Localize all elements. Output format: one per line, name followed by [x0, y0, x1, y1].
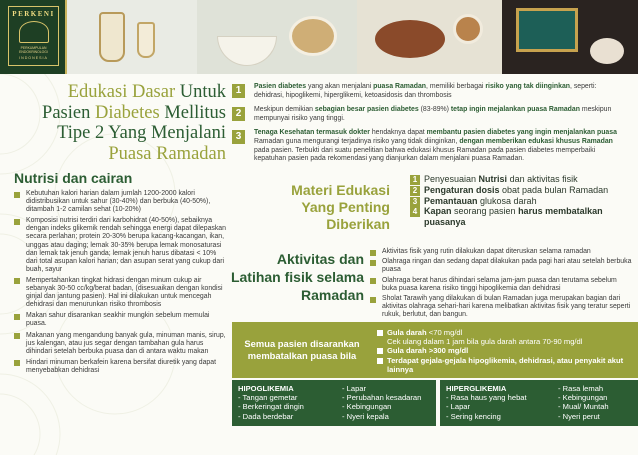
- batal-item: [377, 356, 632, 374]
- intro-text-part: hendaknya dapat: [369, 129, 427, 137]
- hipo-symptom: - Dada berdebar: [238, 411, 294, 421]
- title-line-3: Tipe 2 Yang Menjalani: [57, 123, 226, 143]
- hipo-symptom: - Nyeri kepala: [342, 411, 389, 421]
- materi-text-part: Kapan: [424, 206, 452, 217]
- hiper-symptom: - Rasa lemah: [558, 384, 604, 393]
- intro-text-part: tetap ingin mejalankan puasa Ramadan: [450, 106, 580, 114]
- quran-tray-icon: [516, 8, 578, 52]
- bullet-square-icon: [14, 219, 20, 225]
- title-line-1-a: Edukasi Dasar: [67, 82, 176, 102]
- nutrition-item-text: Komposisi nutrisi terdiri dari karbohidrat (40-50%), sebaiknya dengan indeks glikemik rendah sehingga energi dapat dilepaskan secara perlahan; protein 20-30% berupa kacang-kacangan, ikan, unggas atau daging; lemak 30-35% berupa lemak monosaturasi dan lemak tak jenuh ganda; lemak jenuh harus dibatasi < 10% dari total asupan kalori harian; dan asupan serat yang cukup dari buah, sayur: [26, 217, 226, 273]
- bullet-square-icon: [14, 192, 20, 198]
- hiper-heading: HIPERGLIKEMIA: [446, 384, 507, 393]
- bullet-square-icon: [370, 278, 376, 284]
- materi-text-part: Pengaturan dosis: [424, 184, 500, 195]
- plate-icon: [289, 16, 337, 56]
- hiper-symptom: - Nyeri perut: [558, 411, 600, 421]
- materi-item: [410, 196, 630, 207]
- hipo-symptom: - Lapar: [342, 384, 367, 393]
- intro-text-part: dengan memberikan edukasi khusus Ramadan: [459, 137, 613, 145]
- materi-title-line: Yang Penting: [301, 199, 390, 215]
- logo-name: PERKENI: [12, 10, 55, 18]
- hipo-col-2: [342, 384, 421, 421]
- logo-country: INDONESIA: [19, 55, 48, 60]
- hipo-symptom: - Berkeringat dingin: [238, 402, 304, 412]
- bullet-square-icon: [370, 260, 376, 266]
- materi-text-part: dan aktivitas fisik: [507, 174, 578, 184]
- nutrition-item-text: Makan sahur disarankan seakhir mungkin sebelum memulai puasa.: [26, 312, 210, 328]
- intro-item: [232, 106, 628, 123]
- hiper-symptom: - Kebingungan: [558, 393, 608, 403]
- materi-title-line: Diberikan: [326, 216, 390, 232]
- nutrition-list: [14, 190, 226, 378]
- batal-puasa-list: [377, 328, 632, 374]
- aktivitas-list: [370, 248, 632, 322]
- title-line-2-c: Mellitus: [164, 102, 226, 123]
- hipo-heading: HIPOGLIKEMIA: [238, 384, 294, 393]
- perkeni-logo: [0, 0, 67, 74]
- intro-text-part: Meskipun demikian: [254, 106, 315, 114]
- logo-emblem-icon: [19, 21, 49, 43]
- intro-text-part: membantu pasien diabetes yang ingin menjalankan puasa: [426, 129, 617, 137]
- dates-icon: [375, 20, 445, 58]
- aktivitas-item-text: Olahraga berat harus dihindari selama jam-jam puasa dan terutama sebelum buka puasa karena risiko tinggi hipoglikemia dan dehidrasi: [382, 276, 617, 292]
- bullet-square-icon: [14, 314, 20, 320]
- aktivitas-item: [370, 258, 632, 274]
- nutrition-title: Nutrisi dan cairan: [14, 170, 133, 186]
- batal-puasa-band: [232, 322, 638, 378]
- batal-item: [377, 328, 632, 337]
- materi-item: [410, 174, 630, 185]
- batal-text-part: Gula darah >300 mg/dl: [387, 346, 469, 356]
- hiper-col-2: [558, 384, 609, 421]
- intro-text-part: Ramadan guna mengurangi terjadinya risiko yang tidak diinginkan,: [254, 137, 460, 145]
- hiper-col-1: [446, 384, 527, 421]
- nutrition-item: [14, 217, 226, 274]
- intro-text-part: risiko yang tak diinginkan: [485, 83, 570, 90]
- materi-text-part: Pemantauan: [424, 195, 478, 206]
- intro-text-part: (83-89%): [418, 106, 451, 114]
- aktivitas-title-line: Latihan fisik selama: [230, 269, 364, 285]
- batal-text-part: <70 mg/dl: [426, 328, 463, 337]
- intro-text-part: yang akan menjalani: [306, 83, 374, 90]
- aktivitas-title: [224, 250, 364, 304]
- bullet-square-icon: [14, 278, 20, 284]
- hiper-symptom: - Lapar: [446, 402, 471, 412]
- materi-number-badge: 3: [410, 197, 420, 207]
- title-line-1-b: Untuk: [179, 82, 226, 102]
- title-line-4: Puasa Ramadan: [108, 143, 226, 164]
- bullet-square-icon: [377, 330, 383, 336]
- batal-puasa-title: Semua pasien disarankan membatalkan puasa bila: [244, 338, 360, 361]
- materi-title-line: Materi Edukasi: [291, 182, 390, 198]
- nutrition-item-text: Kebutuhan kalori harian dalam jumlah 1200-2000 kalori didistribusikan untuk sahur (30-40%) dan berbuka (40-50%), ditambah 1-2 camilan sehat (10-20%): [26, 190, 211, 214]
- nutrition-item: [14, 332, 226, 356]
- hipo-symptom: - Perubahan kesadaran: [342, 393, 422, 403]
- nutrition-item-text: Hindari minuman berkafein karena bersifat diuretik yang dapat menyebabkan dehidrasi: [26, 358, 216, 374]
- nutrition-item: [14, 359, 226, 375]
- sugar-bowl-icon: [590, 38, 624, 64]
- materi-number-badge: 4: [410, 207, 420, 217]
- aktivitas-title-line: Aktivitas dan: [276, 251, 364, 267]
- materi-list: [410, 174, 630, 228]
- bullet-square-icon: [377, 358, 383, 364]
- materi-text-part: glukosa darah: [477, 195, 537, 206]
- title-line-2-b: Diabetes: [94, 102, 160, 123]
- nutrition-item: [14, 277, 226, 309]
- bottom-strip: [232, 428, 638, 455]
- aktivitas-item: [370, 248, 632, 256]
- hipo-symptom: - Kebingungan: [342, 402, 392, 412]
- aktivitas-item: [370, 295, 632, 320]
- intro-points: [232, 83, 628, 170]
- lantern-small-icon: [137, 22, 155, 58]
- intro-number-badge: 3: [232, 130, 245, 144]
- intro-text-part: meskipun mempunyai risiko yang tinggi.: [254, 106, 612, 122]
- photo-dates-coffee: [357, 0, 502, 74]
- materi-text-part: Nutrisi: [478, 174, 508, 184]
- batal-text-part: Terdapat gejala-gejala hipoglikemia, dehidrasi, atau penyakit akut lainnya: [387, 355, 624, 374]
- materi-item: [410, 185, 630, 196]
- intro-text-part: puasa Ramadan: [373, 83, 426, 90]
- title-line-1: [18, 82, 226, 103]
- logo-subtitle: PERKUMPULAN ENDOKRINOLOGI: [19, 46, 48, 55]
- title-line-2: [18, 103, 226, 124]
- intro-number-badge: 1: [232, 84, 245, 98]
- hipo-symptom: - Tangan gemetar: [238, 393, 298, 403]
- nutrition-item-text: Makanan yang mengandung banyak gula, minuman manis, sirup, jus kalengan, atau jus segar dengan tambahan gula harus dihindari setelah berbuka puasa dan di antara waktu makan: [26, 331, 226, 355]
- hiper-col-1-items: [446, 393, 527, 421]
- intro-text-part: sebagian besar pasien diabetes: [314, 106, 419, 114]
- aktivitas-item-text: Olahraga ringan dan sedang dapat dilakukan pada pagi hari atau setelah berbuka puasa: [382, 258, 632, 274]
- materi-text-part: Penyesuaian: [424, 174, 479, 184]
- hiper-symptom: - Sering kencing: [446, 411, 501, 421]
- nutrition-item-text: Mempertahankan tingkat hidrasi dengan minum cukup air sebanyak 30-50 cc/kg/berat badan, (disesuaikan dengan kondisi ginjal dan jantung pasien). Hal ini dilakukan untuk mencegah dehidrasi dan menurunkan risiko thrombosis: [26, 276, 223, 309]
- photo-quran-tray: [502, 0, 638, 74]
- bullet-square-icon: [377, 348, 383, 354]
- intro-text-part: pada pasien. Terbukti dari suatu penelitian bahwa edukasi khusus Ramadan pada pasien diabetes memperbaiki kepatuhan pasien pada rekomendasi yang dianjurkan dalam menjalani puasa Ramadan.: [254, 146, 596, 163]
- nutrition-item: [14, 312, 226, 328]
- aktivitas-title-line: Ramadan: [300, 287, 364, 303]
- materi-number-badge: 2: [410, 186, 420, 196]
- bullet-square-icon: [14, 333, 20, 339]
- intro-text-part: Tenaga Kesehatan termasuk dokter: [254, 129, 370, 137]
- hipo-col-1: [238, 384, 304, 421]
- intro-text-part: , seperti: dehidrasi, hipoglikemi, hiperglikemi, ketoasidosis dan thrombosis: [254, 83, 597, 99]
- materi-item: [410, 206, 630, 228]
- intro-text-part: , memiliki berbagai: [426, 83, 486, 90]
- logo-frame: [8, 6, 59, 66]
- intro-text-part: Pasien diabetes: [254, 83, 307, 90]
- aktivitas-item: [370, 277, 632, 293]
- materi-text-part: seorang pasien: [451, 206, 519, 217]
- coffee-cup-icon: [453, 14, 483, 44]
- photo-lanterns: [67, 0, 197, 74]
- photo-food-bowl: [197, 0, 357, 74]
- bowl-icon: [217, 36, 277, 66]
- bullet-square-icon: [370, 297, 376, 303]
- materi-text-part: harus membatalkan puasanya: [424, 206, 603, 228]
- aktivitas-item-text: Aktivitas fisik yang rutin dilakukan dapat diteruskan selama ramadan: [382, 248, 591, 255]
- batal-item: [377, 337, 632, 346]
- intro-number-badge: 2: [232, 107, 245, 121]
- hipoglikemia-box: [232, 380, 436, 426]
- main-title: [18, 82, 226, 164]
- bullet-square-icon: [370, 250, 376, 256]
- bullet-square-icon: [14, 360, 20, 366]
- batal-text-part: Cek ulang dalam 1 jam bila gula darah antara 70-90 mg/dl: [387, 337, 583, 347]
- materi-number-badge: 1: [410, 175, 420, 185]
- hiper-symptom: - Mual/ Muntah: [558, 402, 609, 412]
- nutrition-item: [14, 190, 226, 214]
- materi-title: [262, 182, 390, 233]
- batal-item: [377, 346, 632, 355]
- hipo-col-1-items: [238, 393, 304, 421]
- title-line-2-a: Pasien: [42, 102, 91, 123]
- batal-text-part: Gula darah: [387, 328, 427, 337]
- hiper-symptom: - Rasa haus yang hebat: [446, 393, 527, 403]
- intro-item: [232, 129, 628, 163]
- hiperglikemia-box: [440, 380, 638, 426]
- aktivitas-item-text: Sholat Tarawih yang dilakukan di bulan Ramadan juga merupakan bagian dari aktivitas olahraga sehari-hari karena melibatkan aktivitas fisik yang teratur seperti rukuk, berlutut, dan bangun.: [382, 295, 631, 319]
- materi-text-part: obat pada bulan Ramadan: [499, 184, 609, 195]
- lantern-icon: [99, 12, 125, 62]
- intro-item: [232, 83, 628, 100]
